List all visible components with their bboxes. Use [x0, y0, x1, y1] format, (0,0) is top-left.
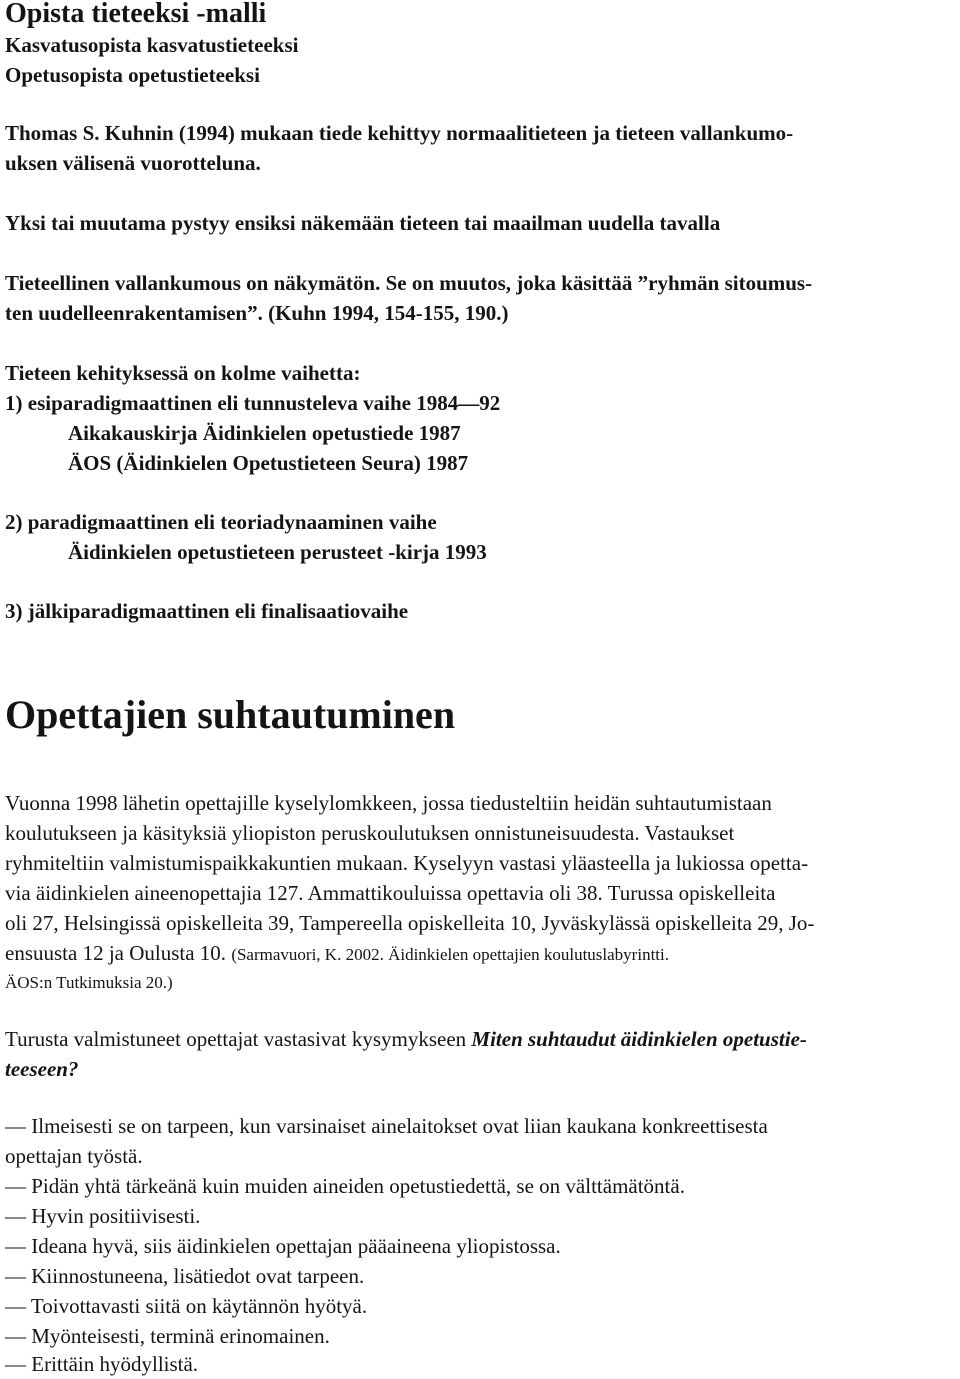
citation: (Sarmavuori, K. 2002. Äidinkielen opettajien koulutuslabyrintti.: [231, 945, 669, 964]
question-line: [5, 1024, 807, 1054]
phase-subitem: Äidinkielen opetustieteen perusteet -kirja 1993: [68, 540, 487, 564]
answer-item: — Kiinnostuneena, lisätiedot ovat tarpeen.: [5, 1264, 365, 1288]
citation: ÄOS:n Tutkimuksia 20.): [5, 973, 173, 992]
paragraph-line: Thomas S. Kuhnin (1994) mukaan tiede kehittyy normaalitieteen ja tieteen vallankumo-: [5, 121, 794, 145]
phase-item: 1) esiparadigmaattinen eli tunnusteleva vaihe 1984—92: [5, 391, 501, 415]
subtitle: Kasvatusopista kasvatustieteeksi: [5, 33, 299, 57]
section-title: Opista tieteeksi -malli: [5, 0, 267, 29]
answer-item: — Myönteisesti, terminä erinomainen.: [5, 1324, 330, 1348]
paragraph-line: [5, 938, 669, 970]
answer-item: — Hyvin positiivisesti.: [5, 1204, 201, 1228]
paragraph-line: Tieteellinen vallankumous on näkymätön. Se on muutos, joka käsittää ”ryhmän sitoumus-: [5, 271, 813, 295]
paragraph-line: ryhmiteltiin valmistumispaikkakuntien mukaan. Kyselyyn vastasi yläasteella ja lukiossa opetta-: [5, 851, 809, 875]
phase-item: 2) paradigmaattinen eli teoriadynaaminen vaihe: [5, 510, 437, 534]
answer-item: — Ilmeisesti se on tarpeen, kun varsinaiset ainelaitokset ovat liian kaukana konkreettisesta: [5, 1114, 768, 1138]
answer-item: — Ideana hyvä, siis äidinkielen opettajan pääaineena yliopistossa.: [5, 1234, 561, 1258]
paragraph-line: via äidinkielen aineenopettajia 127. Ammattikouluissa opettavia oli 38. Turussa opiskelleita: [5, 881, 776, 905]
subtitle: Opetusopista opetustieteeksi: [5, 63, 260, 87]
answer-item: — Erittäin hyödyllistä.: [5, 1352, 199, 1376]
question-text: Turusta valmistuneet opettajat vastasivat kysymykseen: [5, 1027, 467, 1051]
paragraph-line: uksen välisenä vuorotteluna.: [5, 151, 261, 175]
paragraph-text: ensuusta 12 ja Oulusta 10.: [5, 941, 227, 965]
question-emphasis: teeseen?: [5, 1057, 79, 1081]
phase-subitem: ÄOS (Äidinkielen Opetustieteen Seura) 1987: [68, 451, 469, 475]
paragraph-line: ten uudelleenrakentamisen”. (Kuhn 1994, 154-155, 190.): [5, 301, 509, 325]
answer-item: — Toivottavasti siitä on käytännön hyötyä.: [5, 1294, 368, 1318]
answer-item: opettajan työstä.: [5, 1144, 143, 1168]
answer-item: — Pidän yhtä tärkeänä kuin muiden aineiden opetustiedettä, se on välttämätöntä.: [5, 1174, 685, 1198]
question-emphasis: Miten suhtaudut äidinkielen opetustie-: [471, 1027, 807, 1051]
paragraph-line: Vuonna 1998 lähetin opettajille kyselylomkkeen, jossa tiedusteltiin heidän suhtautumistaan: [5, 791, 772, 815]
paragraph-line: Yksi tai muutama pystyy ensiksi näkemään tieteen tai maailman uudella tavalla: [5, 211, 721, 235]
phases-intro: Tieteen kehityksessä on kolme vaihetta:: [5, 361, 361, 385]
phase-item: 3) jälkiparadigmaattinen eli finalisaatiovaihe: [5, 599, 409, 623]
paragraph-line: oli 27, Helsingissä opiskelleita 39, Tampereella opiskelleita 10, Jyväskylässä opiskelleita 29, Jo-: [5, 911, 815, 935]
section-title: Opettajien suhtautuminen: [5, 692, 456, 737]
phase-subitem: Aikakauskirja Äidinkielen opetustiede 1987: [68, 421, 461, 445]
paragraph-line: koulutukseen ja käsityksiä yliopiston peruskoulutuksen onnistuneisuudesta. Vastaukset: [5, 821, 735, 845]
